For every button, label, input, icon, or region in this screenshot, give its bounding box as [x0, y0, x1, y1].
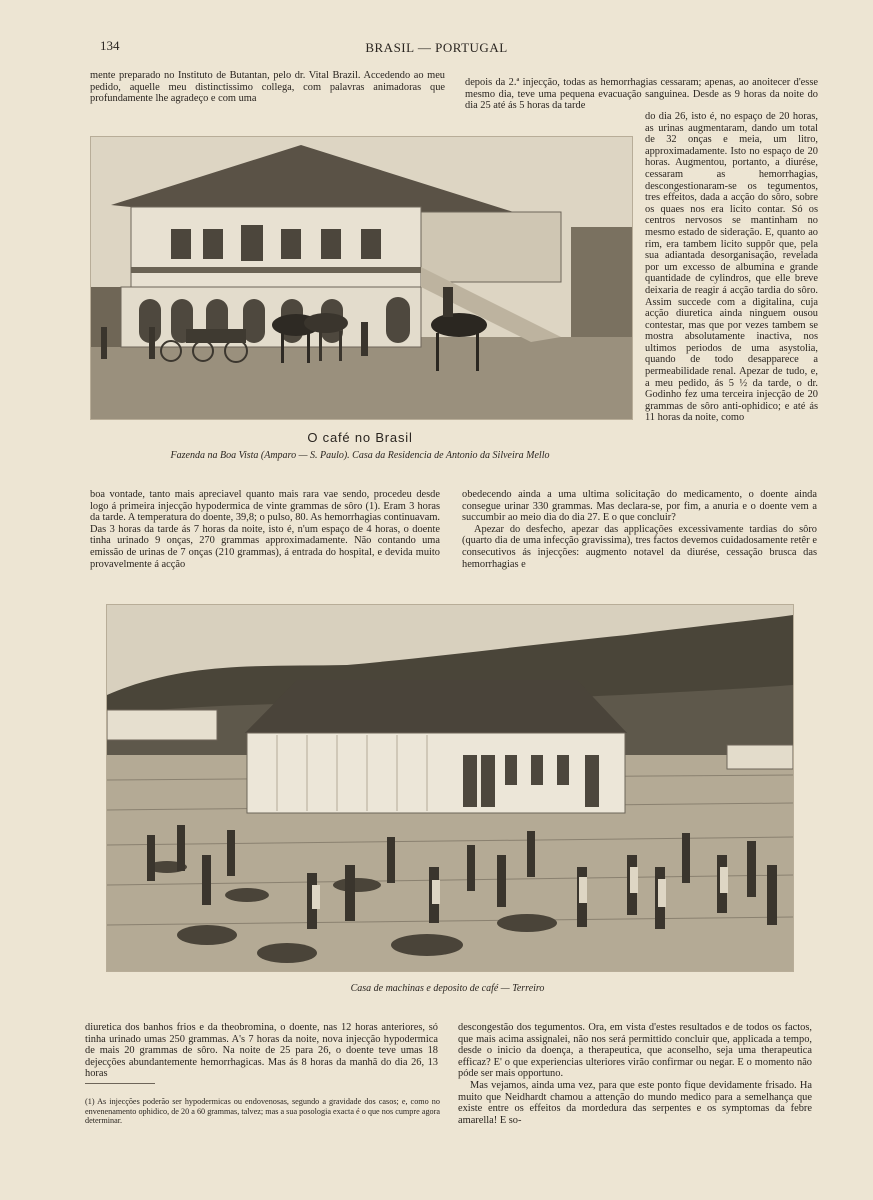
- middle-left-column: [90, 489, 440, 570]
- farmhouse-photo: [90, 136, 633, 420]
- middle-right-paragraph: Apezar do desfecho, apezar das applicações excessivamente tardias do sôro (quarto dia de uma infecção gravissima), tres factos devemos cuidadosamente retêr e consecutivos ás injecções: augmento notavel da diurése, cessação brusca das hemorrhagias e: [462, 523, 817, 570]
- running-title: BRASIL — PORTUGAL: [365, 40, 508, 55]
- top-right-column: [465, 77, 818, 112]
- middle-right-paragraph: obedecendo ainda a uma ultima solicitação do medicamento, o doente ainda consegue urinar 330 grammas. Mas declara-se, por fim, a anuria e o doente vem a succumbir ao meio dia do dia 27. E o que concluir?: [462, 489, 817, 524]
- page-number: 134: [100, 38, 120, 53]
- figure1-caption: Fazenda na Boa Vista (Amparo — S. Paulo). Casa da Residencia de Antonio da Silveira Mello: [170, 450, 550, 461]
- footnote: (1) As injecções poderão ser hypodermicas ou endovenosas, segundo a gravidade dos casos; e, como no envenenamento ophidico, de 20 a 60 grammas, talvez; mas a sua posologia exacta é o que nos cumpre agora determinar.: [85, 1097, 440, 1126]
- bottom-left-text: diuretica dos banhos frios e da theobromina, o doente, nas 12 horas anteriores, só tinha urinado umas 250 grammas. A's 7 horas da noite, nova injecção hypodermica de mais 20 grammas de sôro. Na noite de 25 para 26, o doente teve umas 18 dejecções abundantemente hemorrhagicas. Mas ás 8 horas da manhã do dia 26, 13 horas: [85, 1022, 438, 1080]
- figure1-title: O café no Brasil: [307, 430, 413, 445]
- bottom-right-paragraph: descongestão dos tegumentos. Ora, em vista d'estes resultados e de todos os factos, que mais acima assignalei, não nos será permittido concluir que, applicada a tempo, desde o inicio da doença, a therapeutica, que aconselho, seja uma therapeutica efficaz? E' o que experiencias ulteriores virão confirmar ou negar. E o momento não póde ser mais opportuno.: [458, 1022, 812, 1080]
- bottom-left-column: [85, 1022, 438, 1080]
- farmhouse-illustration: [91, 137, 632, 419]
- narrow-right-column: [645, 111, 818, 424]
- bottom-right-paragraph: Mas vejamos, ainda uma vez, para que este ponto fique devidamente frisado. Ha muito que Neidhardt chamou a attenção do mundo medico para a semelhança que existe entre os effeitos da mordedura das serpentes e os symptomas da febre amarella! E so-: [458, 1079, 812, 1126]
- footnote-divider: [85, 1083, 155, 1084]
- figure2-caption: Casa de machinas e deposito de café — Terreiro: [350, 983, 545, 994]
- coffee-yard-illustration: [107, 605, 793, 971]
- top-right-text: depois da 2.ª injecção, todas as hemorrhagias cessaram; apenas, ao anoitecer d'esse mesmo dia, teve uma pequena evacuação sanguinea. Desde as 9 horas da noite do dia 25 até ás 5 horas da tarde: [465, 77, 818, 112]
- coffee-yard-photo: [106, 604, 794, 972]
- top-left-text: mente preparado no Instituto de Butantan, pelo dr. Vital Brazil. Accedendo ao meu pedido, aquelle meu distinctissimo collega, com palavras animadoras que profundamente lhe agradeço e com uma: [90, 70, 445, 105]
- middle-right-column: [462, 489, 817, 570]
- middle-left-text: boa vontade, tanto mais apreciavel quanto mais rara vae sendo, procedeu desde logo á primeira injecção hypodermica de vinte grammas de sôro (1). Eram 3 horas da tarde. A temperatura do doente, 39,8; o pulso, 80. As hemorrhagias continuavam. Das 3 horas da tarde ás 7 horas da noite, isto é, n'um espaço de 4 horas, o doente tinha urinado 9 onças, 270 grammas approximadamente. Não contando uma emissão de urinas de 7 onças (210 grammas), á entrada do hospital, e devida muito provavelmente á acção: [90, 489, 440, 570]
- narrow-column-text: do dia 26, isto é, no espaço de 20 horas, as urinas augmentaram, dando um total de 32 onças e meia, um litro, approximadamente. Isto no espaço de 20 horas. Augmentou, portanto, a diurése, cessaram as hemorrhagias, descongestionaram-se os tegumentos, tres effeitos, dada a acção do sôro, sobre os quaes nos era licito contar. Só os centros nervosos se mantinham no mesmo estado de sideração. E, quanto ao rim, era tambem licito suppôr que, pela sua adiantada desorganisação, revelada por um excesso de albumina e grande quantidade de cylindros, que elle breve deixaria de reagir á acção tardia do sôro. Assim succede com a digitalina, cuja acção diuretica ainda ninguem ousou contestar, mas que por vezes tambem se mostra absolutamente inactiva, nos ultimos periodos de uma asystolia, quando de todo desapparece a permeabilidade renal. Apezar de tudo, e, a meu pedido, ás 5 ½ da tarde, o dr. Godinho fez uma terceira injecção de 20 grammas de sôro anti-ophidico; e até ás 11 horas da noite, como: [645, 111, 818, 424]
- top-left-column: [90, 70, 445, 105]
- bottom-right-column: [458, 1022, 812, 1126]
